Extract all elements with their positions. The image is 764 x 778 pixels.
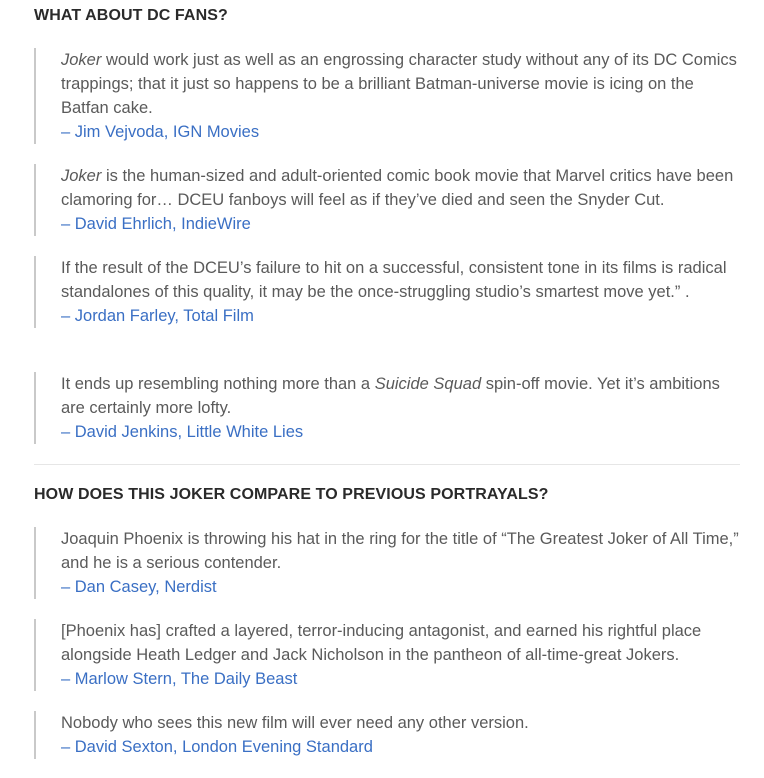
quote-citation [61,420,741,444]
citation-link[interactable]: Marlow Stern, The Daily Beast [74,670,298,688]
citation-dash: – [61,578,75,596]
citation-dash: – [61,670,75,688]
quote-text [61,164,741,212]
quote-text [61,48,741,120]
quote-italic-title: Joker [61,51,102,69]
quote-text: [Phoenix has] crafted a layered, terror-inducing antagonist, and earned his rightful place alongside Heath Ledger and Jack Nicholson in the pantheon of all-time-great Jokers. [61,622,702,664]
citation-dash: – [61,738,75,756]
quote-body: spin-off movie. Yet it’s ambitions are certainly more lofty. [61,375,720,417]
section-divider [34,464,740,465]
quote-italic-title: Suicide Squad [374,375,482,393]
quote-citation [61,735,741,759]
quote-italic-title: Joker [61,167,102,185]
quote-total-film [34,256,741,328]
quote-body: would work just as well as an engrossing character study without any of its DC Comics trappings; that it just so happens to be a brilliant Batman-universe movie is icing on the Batfan cake. [61,51,737,117]
citation-link[interactable]: Jim Vejvoda, IGN Movies [74,123,260,141]
quote-text: Nobody who sees this new film will ever need any other version. [61,714,529,732]
quote-body: It ends up resembling nothing more than a [61,375,375,393]
quote-text [61,372,741,420]
quote-citation [61,212,741,236]
citation-link[interactable]: David Jenkins, Little White Lies [74,423,304,441]
citation-dash: – [61,215,75,233]
quote-text: If the result of the DCEU’s failure to hit on a successful, consistent tone in its films is radical standalones of this quality, it may be the once-struggling studio’s smartest move yet.” . [61,259,727,301]
citation-link[interactable]: Dan Casey, Nerdist [74,578,217,596]
citation-dash: – [61,307,75,325]
quote-ign [34,48,741,144]
quote-nerdist [34,527,741,599]
quote-body: is the human-sized and adult-oriented comic book movie that Marvel critics have been clamoring for… DCEU fanboys will feel as if they’ve died and seen the Snyder Cut. [61,167,734,209]
quote-little-white-lies [34,372,741,444]
citation-dash: – [61,123,75,141]
section-heading: WHAT ABOUT DC FANS? [34,7,228,24]
citation-link[interactable]: David Ehrlich, IndieWire [74,215,251,233]
citation-link[interactable]: David Sexton, London Evening Standard [74,738,373,756]
quote-text: Joaquin Phoenix is throwing his hat in the ring for the title of “The Greatest Joker of All Time,” and he is a serious contender. [61,530,739,572]
citation-link[interactable]: Jordan Farley, Total Film [74,307,254,325]
quote-citation [61,667,741,691]
citation-dash: – [61,423,75,441]
quote-citation [61,575,741,599]
quote-evening-standard [34,711,741,759]
quote-citation [61,304,741,328]
section-heading: HOW DOES THIS JOKER COMPARE TO PREVIOUS PORTRAYALS? [34,486,549,503]
quote-daily-beast [34,619,741,691]
quote-citation [61,120,741,144]
quote-indiewire [34,164,741,236]
